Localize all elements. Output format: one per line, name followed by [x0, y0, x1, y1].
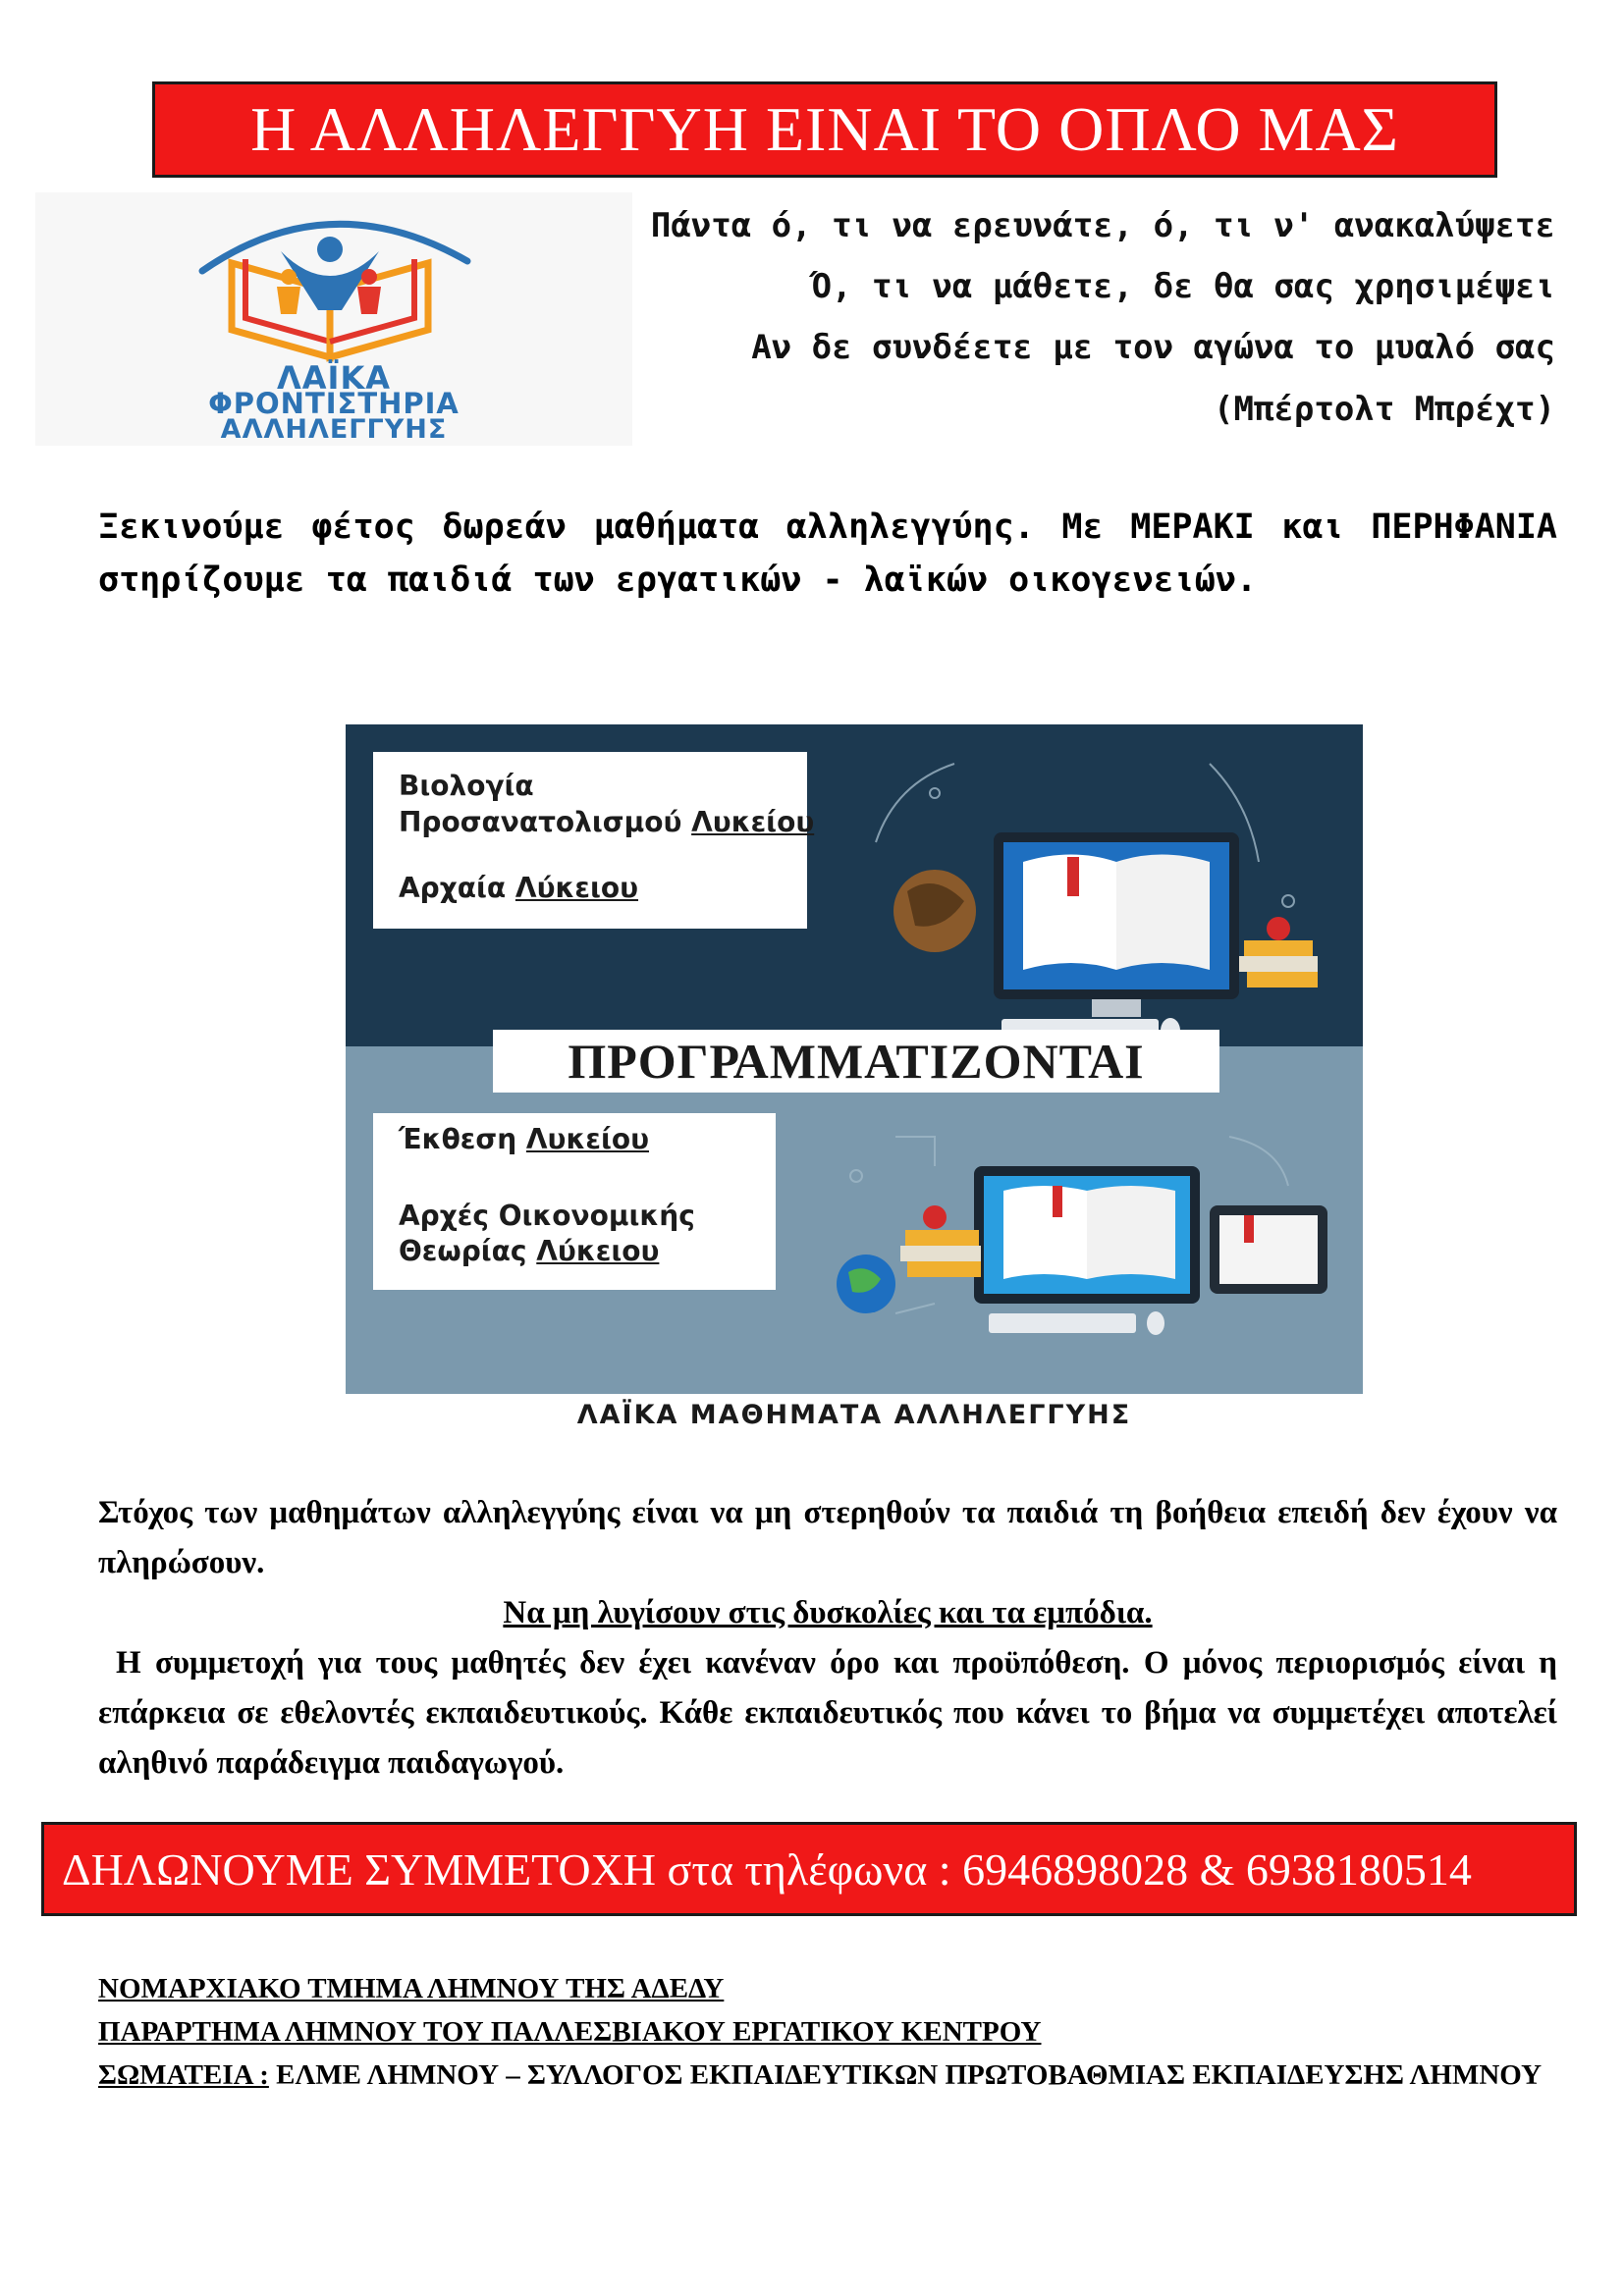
poster-caption: ΛΑΪΚΑ ΜΑΘΗΜΑΤΑ ΑΛΛΗΛΕΓΓΥΗΣ: [576, 1400, 1132, 1430]
footer-line-2: ΠΑΡΑΡΤΗΜΑ ΛΗΜΝΟΥ ΤΟΥ ΠΑΛΛΕΣΒΙΑΚΟΥ ΕΡΓΑΤΙΚΟΥ ΚΕΝΤΡΟΥ: [98, 2016, 1042, 2048]
poem-line-3: Αν δε συνδέετε με τον αγώνα το μυαλό σας: [751, 328, 1555, 367]
poem-line-2: Ό, τι να μάθετε, δε θα σας χρησιμέψει: [811, 267, 1555, 306]
title-banner: [152, 81, 1497, 178]
footer-unions-label: ΣΩΜΑΤΕΙΑ :: [98, 2059, 269, 2091]
logo-line-3: ΑΛΛΗΛΕΓΓΥΗΣ: [220, 414, 448, 445]
body-paragraph-1: Στόχος των μαθημάτων αλληλεγγύης είναι να μη στερηθούν τα παιδιά τη βοήθεια επειδή δεν έχουν να πληρώσουν.: [98, 1495, 1557, 1580]
intro-paragraph: Ξεκινούμε φέτος δωρεάν μαθήματα αλληλεγγύης. Με ΜΕΡΑΚΙ και ΠΕΡΗΦΑΝΙΑ στηρίζουμε τα παιδιά των εργατικών - λαϊκών οικογενειών.: [98, 507, 1557, 600]
course-essay: Έκθεση Λυκείου: [399, 1123, 650, 1155]
course-biology: Βιολογία: [399, 770, 534, 802]
course-ancient-greek: Αρχαία Λύκειου: [399, 872, 639, 904]
logo-line-1: ΛΑΪΚΑ: [277, 359, 391, 397]
contact-phones: ΔΗΛΩΝΟΥΜΕ ΣΥΜΜΕΤΟΧΗ στα τηλέφωνα : 6946898028 & 6938180514: [62, 1843, 1472, 1895]
page-title: Η ΑΛΛΗΛΕΓΓΥΗ ΕΙΝΑΙ ΤΟ ΟΠΛΟ ΜΑΣ: [250, 94, 1399, 164]
body-highlight: Να μη λυγίσουν στις δυσκολίες και τα εμπόδια.: [503, 1595, 1153, 1630]
course-biology-level: Προσανατολισμού Λυκείου: [399, 806, 815, 838]
body-paragraph-2: Η συμμετοχή για τους μαθητές δεν έχει κανέναν όρο και προϋπόθεση. Ο μόνος περιορισμός είναι η επάρκεια σε εθελοντές εκπαιδευτικούς. Κάθε εκπαιδευτικός που κάνει το βήμα να συμμετέχει αποτελεί αληθινό παράδειγμα παιδαγωγού.: [98, 1645, 1557, 1781]
course-economics: Αρχές Οικονομικής: [399, 1200, 695, 1232]
footer-unions: [98, 2054, 1557, 2097]
courses-poster: [346, 724, 1363, 1394]
footer-organizers: [98, 1967, 1557, 2097]
course-economics-level: Θεωρίας Λύκειου: [399, 1235, 660, 1267]
courses-top-box: [373, 752, 815, 929]
courses-bottom-box: [373, 1113, 776, 1290]
poem-author: (Μπέρτολτ Μπρέχτ): [1214, 390, 1555, 429]
logo: [35, 192, 632, 446]
contact-banner: [41, 1822, 1577, 1916]
footer-line-1: ΝΟΜΑΡΧΙΑΚΟ ΤΜΗΜΑ ΛΗΜΝΟΥ ΤΗΣ ΑΔΕΔΥ: [98, 1973, 725, 2004]
footer-unions-text: ΕΛΜΕ ΛΗΜΝΟΥ – ΣΥΛΛΟΓΟΣ ΕΚΠΑΙΔΕΥΤΙΚΩΝ ΠΡΩΤΟΒΑΘΜΙΑΣ ΕΚΠΑΙΔΕΥΣΗΣ ΛΗΜΝΟΥ: [268, 2059, 1543, 2091]
body-text: [98, 1488, 1557, 1789]
poster-banner: ΠΡΟΓΡΑΜΜΑΤΙΖΟΝΤΑΙ: [493, 1030, 1219, 1093]
poem-line-1: Πάντα ό, τι να ερευνάτε, ό, τι ν' ανακαλύψετε: [650, 206, 1555, 245]
logo-line-2: ΦΡΟΝΤΙΣΤΗΡΙΑ: [208, 387, 460, 420]
